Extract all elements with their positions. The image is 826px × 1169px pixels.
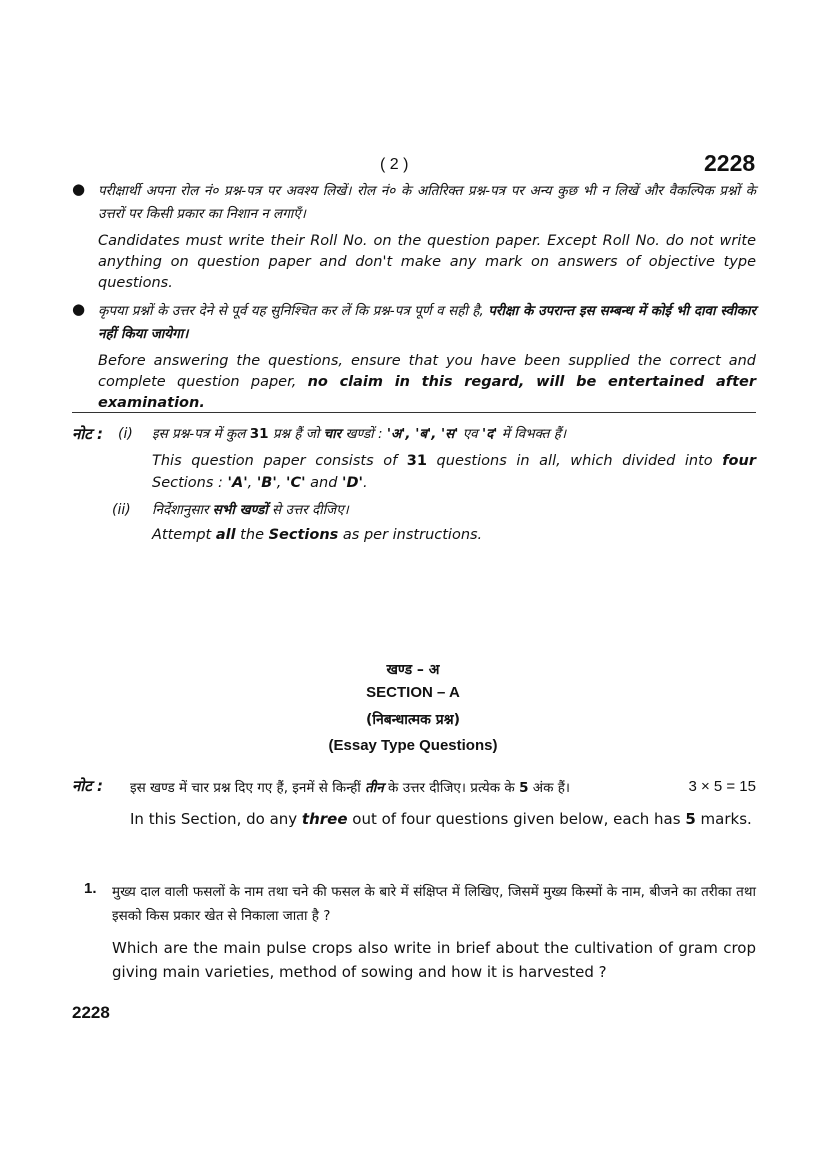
section-note-hindi: इस खण्ड में चार प्रश्न दिए गए हैं, इनमें से किन्हीं तीन के उत्तर दीजिए। प्रत्येक के 5 अंक हैं। 3 × 5 = 15 [130,778,756,796]
section-hindi-type: (निबन्धात्मक प्रश्न) [365,712,461,728]
note-marker-ii: (ii) [112,502,131,518]
paper-code-bottom: 2228 [72,1003,110,1022]
instruction-2-english: Before answering the questions, ensure that you have been supplied the correct and complete question paper, no claim in this regard, will be entertained after examination. [98,353,757,411]
question-1-hindi: मुख्य दाल वाली फसलों के नाम तथा चने की फसल के बारे में संक्षिप्त में लिखिए, जिसमें मुख्य किस्मों के नाम, बीजने का तरीका तथा इसको किस प्रकार खेत से निकाला जाता है ? [112,884,756,924]
instruction-2 [72,300,756,414]
instruction-1-english: Candidates must write their Roll No. on the question paper. Except Roll No. do not write anything on question paper and don't make any mark on answers of objective type questions. [98,233,756,291]
instruction-1-hindi: परीक्षार्थी अपना रोल नं० प्रश्न-पत्र पर अवश्य लिखें। रोल नं० के अतिरिक्त प्रश्न-पत्र पर अन्य कुछ भी न लिखें और वैकल्पिक प्रश्नों के उत्तरों पर किसी प्रकार का निशान न लगाएँ। [98,183,756,222]
section-type: (Essay Type Questions) [328,737,498,754]
section-note-label: नोट : [72,777,103,795]
note-ii-english: Attempt all the Sections as per instructions. [152,527,483,543]
horizontal-divider [72,412,756,413]
page-number: ( 2 ) [380,156,409,173]
note-i-hindi: इस प्रश्न-पत्र में कुल 31 प्रश्न हैं जो चार खण्डों : 'अ', 'ब', 'स' एव 'द' में विभक्त हैं। [152,426,567,442]
bullet-icon: ● [72,180,86,198]
note-i-english: This question paper consists of 31 questions in all, which divided into four Sections : 'A', 'B', 'C' and 'D'. [152,453,756,491]
instruction-2-hindi: कृपया प्रश्नों के उत्तर देने से पूर्व यह सुनिश्चित कर लें कि प्रश्न-पत्र पूर्ण व सही है, परीक्षा के उपरान्त इस सम्बन्ध में कोई भी दावा स्वीकार नहीं किया जायेगा। [98,303,756,342]
note-marker-i: (i) [118,426,133,442]
paper-code-top: 2228 [704,150,756,176]
note-ii-hindi: निर्देशानुसार सभी खण्डों से उत्तर दीजिए। [152,502,349,518]
marks-formula: 3 × 5 = 15 [688,778,756,795]
question-number: 1. [84,880,97,897]
bullet-icon: ● [72,300,86,318]
question-1-english: Which are the main pulse crops also write in brief about the cultivation of gram crop giving main varieties, method of sowing and how it is harvested ? [112,939,756,981]
section-note-english: In this Section, do any three out of four questions given below, each has 5 marks. [130,810,752,828]
section-hindi-title: खण्ड – अ [386,662,440,678]
instruction-1 [72,180,756,294]
section-title: SECTION – A [366,684,460,701]
note-label: नोट : [72,425,103,443]
